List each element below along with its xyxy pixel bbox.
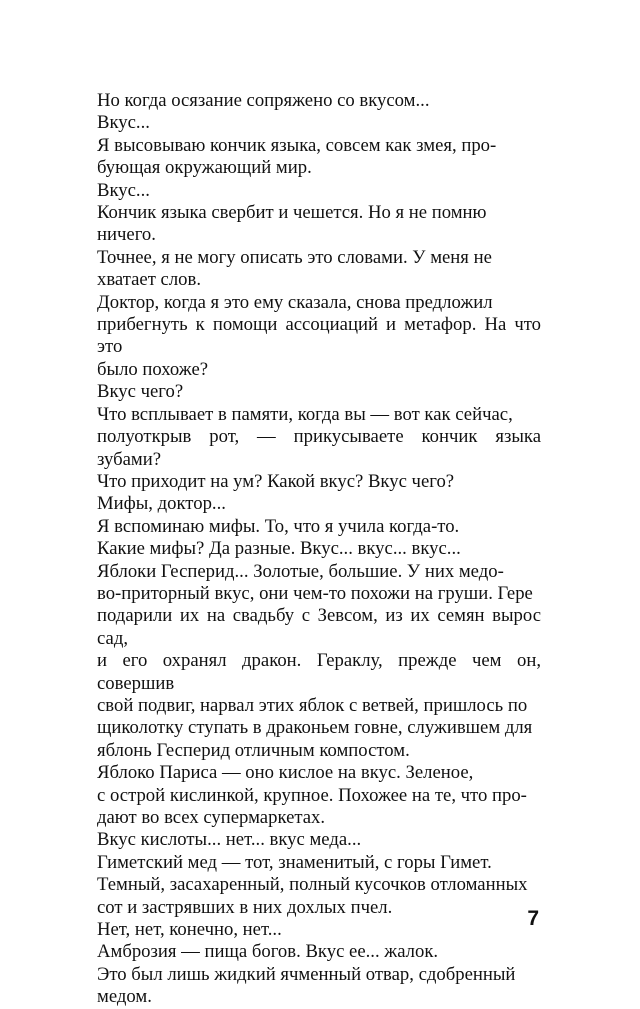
paragraph: Я вспоминаю мифы. То, что я учила когда-то. [97,515,460,537]
paragraph: Кончик языка свербит и чешется. Но я не помню ничего. [97,202,487,246]
paragraph: Доктор, когда я это ему сказала, снова предложил прибегнуть к помощи ассоциаций и метафор. На что это было похоже? [97,291,541,380]
paragraph: Нет, нет, конечно, нет... [97,919,282,941]
paragraph: Яблоко Париса — оно кислое на вкус. Зеленое, с острой кислинкой, крупное. Похожее на те, что про- дают во всех супермаркетах. [97,762,527,828]
paragraph: Я высовываю кончик языка, совсем как змея, про- бующая окружающий мир. [97,134,497,179]
paragraph: Но когда осязание сопряжено со вкусом... [97,90,430,111]
body-text [97,90,541,1009]
paragraph: Точнее, я не могу описать это словами. У меня не хватает слов. [97,246,492,291]
paragraph: Это был лишь жидкий ячменный отвар, сдобренный медом. [97,963,516,1008]
paragraph: Вкус кислоты... нет... вкус меда... [97,829,362,851]
page-number: 7 [527,907,539,930]
paragraph: Вкус... [97,179,150,201]
paragraph: Амброзия — пища богов. Вкус ее... жалок. [97,941,439,963]
paragraph: Вкус... [97,112,150,134]
paragraph: Яблоки Гесперид... Золотые, большие. У них медо- во-приторный вкус, они чем-то похожи на груши. Гере подарили их на свадьбу с Зевсом, из их семян вырос сад, и его охранял дракон. Гераклу, прежде чем он, совершив свой подвиг, нарвал этих яблок с ветвей, пришлось по щиколотку ступать в драконьем говне, служившем для яблонь Гесперид отличным компостом. [97,560,541,761]
paragraph: Гиметский мед — тот, знаменитый, с горы Гимет. Темный, засахаренный, полный кусочков отломанных сот и застрявших в них дохлых пчел. [97,851,528,918]
paragraph: Что приходит на ум? Какой вкус? Вкус чего? [97,470,455,492]
paragraph: Мифы, доктор... [97,493,226,515]
paragraph: Вкус чего? [97,381,184,403]
paragraph: Что всплывает в памяти, когда вы — вот как сейчас, полуоткрыв рот, — прикусываете кончик языка зубами? [97,403,541,470]
paragraph: Какие мифы? Да разные. Вкус... вкус... вкус... [97,538,461,560]
